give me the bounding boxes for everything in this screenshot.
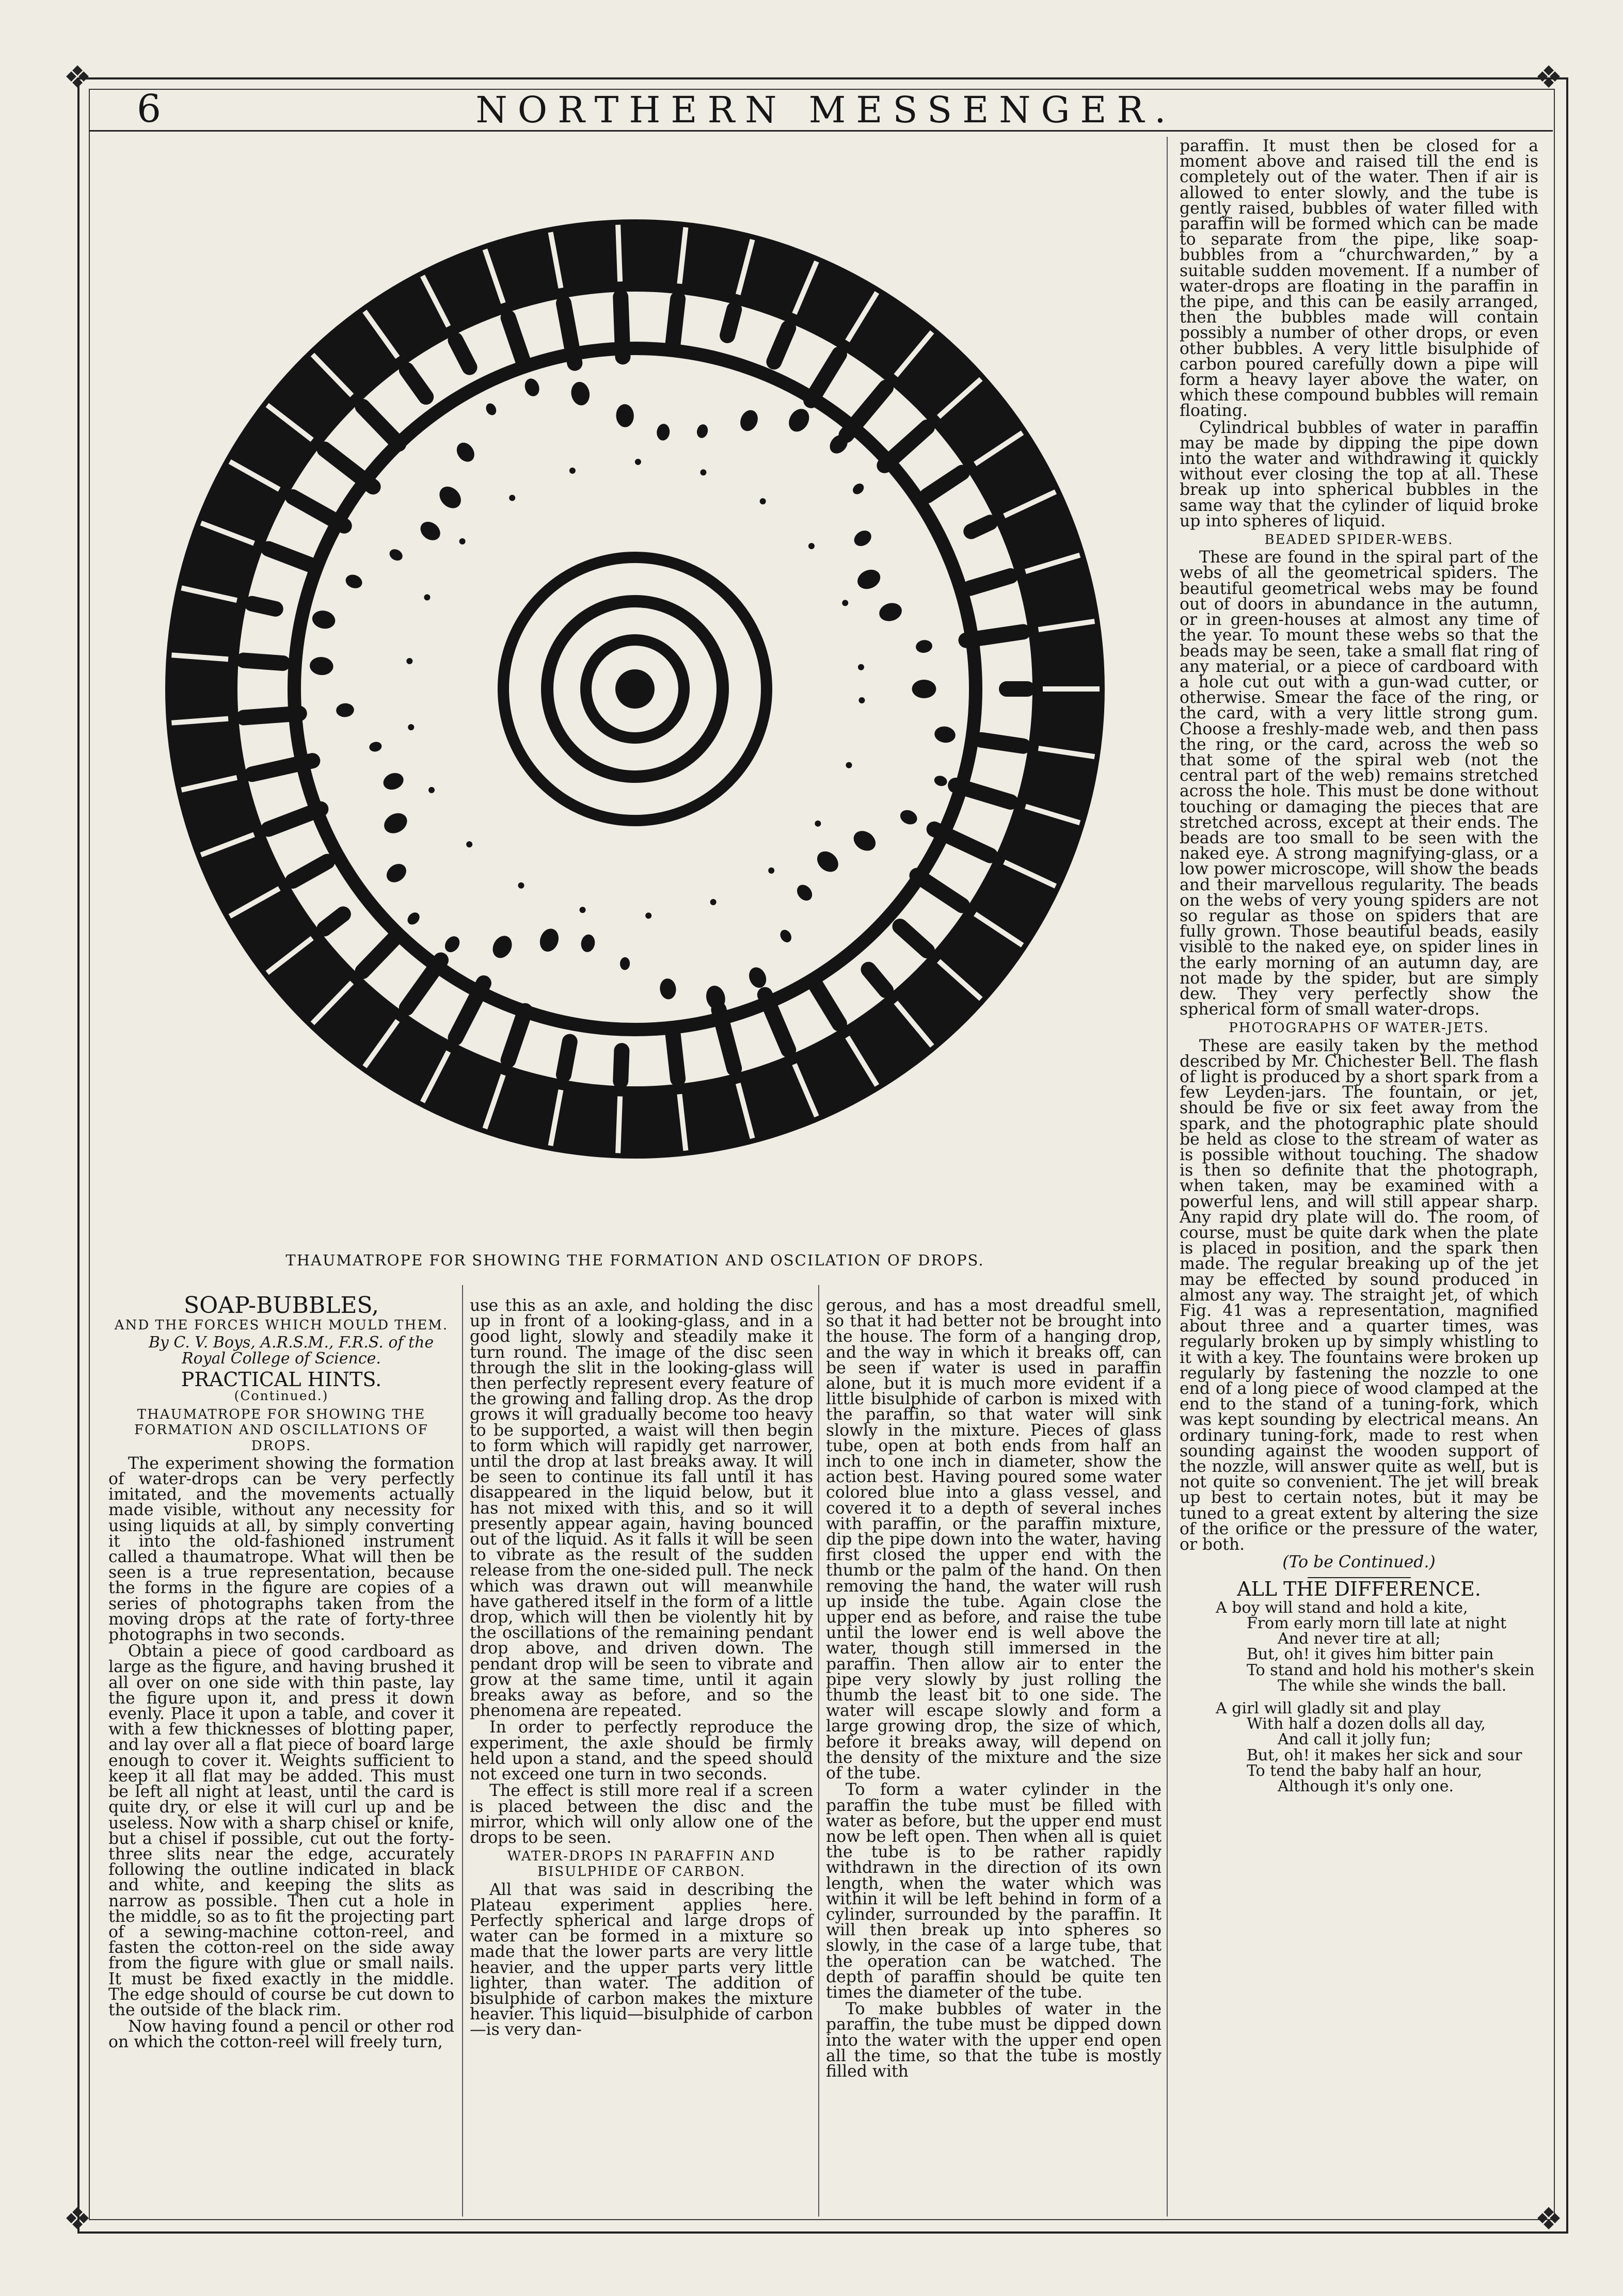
poem-line: The while she winds the ball. — [1278, 1676, 1507, 1695]
paragraph: Cylindrical bubbles of water in paraffin may be made by dipping the pipe down into the water and withdrawing it quickly without ever closing the top at all. These break up into spherical bubbles in the same way that the cylinder of liquid broke up into spheres of liquid. — [1180, 418, 1538, 531]
small-drop — [466, 841, 472, 847]
page-number: 6 — [137, 87, 162, 131]
section-subhead: THAUMATROPE FOR SHOWING THE FORMATION AND OSCILLATIONS OF DROPS. — [134, 1407, 428, 1454]
paragraph: To make bubbles of water in the paraffin, the tube must be dipped down into the water with the upper end open all the time, so that the tube is mostly filled with — [826, 2000, 1161, 2081]
poem-line: Although it's only one. — [1278, 1777, 1454, 1795]
pendant-drop — [564, 1042, 570, 1075]
column-rule — [462, 1285, 463, 2217]
falling-drop — [912, 680, 936, 698]
paragraph: use this as an axle, and holding the disc up in front of a looking-glass, and in a good light, slowly and steadily make it turn round. The image of the disc seen through the slit in the looking-glass will then perfectly represent every feature of the growing and falling drop. As the drop grows it will gradually become too heavy to be supported, a waist will then begin to form which will rapidly get narrower, until the drop at last breaks away. It will be seen to continue its fall until it has disappeared in the liquid below, but it has not mixed with this, and so it will presently appear again, having bounced out of the liquid. As it falls it will be seen to vibrate as the result of the sudden release from the one-sided pull. The neck which was drawn out will meanwhile have gathered itself in the form of a little drop, which will then be violently hit by the oscillations of the remaining pendant drop above, and driven down. The pendant drop will be seen to vibrate and grow at the same time, until it again breaks away as before, and so the phenomena are repeated. — [470, 1296, 813, 1721]
continued-note: (Continued.) — [234, 1388, 329, 1404]
article-column-1 — [108, 1292, 454, 2052]
poem-line: And never tire at all; — [1278, 1630, 1441, 1648]
paragraph: These are found in the spiral part of the webs of all the geometrical spiders. The beautiful geometrical webs may be found out of doors in abundance in the autumn, or in green-houses at almost any time of the year. To mount these webs so that the beads may be seen, take a small flat ring of any material, or a piece of cardboard with a hole cut out with a gun-wad cutter, or otherwise. Smear the face of the ring, or the card, with a very little strong gum. Choose a freshly-made web, and then pass the ring, or the card, across the web so that some of the spiral web (not the central part of the web) remains stretched across the hole. This must be done without touching or damaging the pieces that are stretched across, except at their ends. The beads are too small to be seen with the naked eye. A strong magnifying-glass, or a low power microscope, will show the beads and their marvellous regularity. The beads on the webs of very young spiders are not so regular as those on spiders that are fully grown. Those beautiful beads, easily visible to the naked eye, on spider lines in the early morning of an autumn day, are not made by the spider, but are simply dew. They very perfectly show the spherical form of small water-drops. — [1180, 548, 1538, 1019]
small-drop — [580, 907, 586, 913]
section-title: PRACTICAL HINTS. — [181, 1368, 382, 1391]
pendant-drop — [620, 1051, 622, 1081]
corner-ornament-icon: ❖ — [63, 59, 91, 95]
small-drop — [846, 762, 852, 768]
pendant-drop — [244, 661, 283, 664]
poem-line: A boy will stand and hold a kite, — [1216, 1598, 1468, 1617]
masthead-rule — [89, 130, 1553, 132]
small-drop — [808, 543, 815, 549]
running-title: NORTHERN MESSENGER. — [475, 89, 1176, 131]
paragraph: To form a water cylinder in the paraffin the tube must be filled with water as before, but the upper end must now be left open. Then when all is quiet the tube is to be rather rapidly withdrawn in the direction of its own length, when the water which was within it will be left behind in form of a cylinder, surrounded by the paraffin. It will then break up into spheres so slowly, in the case of a large tube, that the operation can be watched. The depth of paraffin should be quite ten times the diameter of the tube. — [826, 1780, 1161, 2002]
poem-line: To tend the baby half an hour, — [1247, 1761, 1483, 1780]
small-drop — [768, 868, 774, 874]
small-drop — [645, 912, 651, 919]
small-drop — [459, 538, 466, 544]
poem — [1180, 1600, 1538, 1794]
article-column-2 — [470, 1298, 813, 2039]
small-drop — [760, 498, 766, 504]
small-drop — [428, 787, 435, 793]
paragraph: Obtain a piece of good cardboard as large as the figure, and having brushed it all over on one side with thin paste, lay the figure upon it, and press it down evenly. Place it upon a table, and cover it with a few thicknesses of blotting paper, and lay over all a flat piece of board large enough to cover it. Weights sufficient to keep it all flat may be added. This must be left all night at least, until the card is quite dry, or else it will curl up and be useless. Now with a sharp chisel or knife, but a chisel if possible, cut out the forty-three slits near the edge, accurately following the outline indicated in black and white, and keeping the slits as narrow as possible. Then cut a hole in the middle, so as to fit the projecting part of a sewing-machine cotton-reel, and fasten the cotton-reel on the side away from the figure with glue or small nails. It must be fixed exactly in the middle. The edge should of course be cut down to the outside of the black rim. — [108, 1642, 454, 2019]
poem-line: And call it jolly fun; — [1278, 1730, 1431, 1749]
pendant-drop — [252, 604, 276, 609]
corner-ornament-icon: ❖ — [63, 2201, 91, 2237]
small-drop — [710, 899, 717, 905]
pendant-drop — [564, 303, 575, 363]
section-heading: WATER-DROPS IN PARAFFIN AND BISULPHIDE OF CARBON. — [507, 1849, 776, 1880]
article-column-3 — [826, 1298, 1161, 2080]
pendant-drop — [727, 310, 734, 335]
small-drop — [509, 495, 515, 501]
article-title: SOAP-BUBBLES, — [183, 1292, 379, 1319]
paragraph: The effect is still more real if a screen is placed between the disc and the mirror, which will only allow one of the drops to be seen. — [470, 1781, 813, 1847]
pendant-drop — [673, 1030, 678, 1079]
pendant-drop — [971, 522, 990, 531]
paragraph: In order to perfectly reproduce the experiment, the axle should be firmly held upon a stand, and the speed should not exceed one turn in two seconds. — [470, 1718, 813, 1784]
small-drop — [858, 697, 865, 703]
section-heading: BEADED SPIDER-WEBS. — [1264, 532, 1454, 548]
poem-line: To stand and hold his mother's skein — [1247, 1661, 1535, 1679]
small-drop — [700, 469, 706, 475]
slit — [618, 1096, 620, 1153]
article-subtitle: AND THE FORCES WHICH MOULD THEM. — [114, 1318, 449, 1334]
small-drop — [406, 658, 412, 664]
poem-title: ALL THE DIFFERENCE. — [1237, 1578, 1481, 1601]
paragraph: Now having found a pencil or other rod on which the cotton-reel will freely turn, — [108, 2017, 454, 2052]
continued-note: (To be Continued.) — [1282, 1553, 1436, 1572]
paragraph: These are easily taken by the method described by Mr. Chichester Bell. The flash of light is produced by a short spark from a few Leyden-jars. The fountain, or jet, should be five or six feet away from the spark, and the photographic plate should be held as close to the stream of water as is possible without touching. The shadow is then so definite that the photograph, when taken, may be examined with a powerful lens, and will still appear sharp. Any rapid dry plate will do. The room, of course, must be quite dark when the plate is placed in position, and the spark then made. The regular breaking up of the jet may be effected by sound produced in almost any way. The straight jet, of which Fig. 41 was a representation, magnified about three and a quarter times, was regularly broken up by simply whistling to it with a key. The fountains were broken up regularly by fastening the nozzle to one end of a long piece of wood clamped at the end to the stand of a tuning-fork, which was kept sounding by electrical means. An ordinary tuning-fork, made to rest when sounding against the wooden support of the nozzle, will answer quite as well, but is not quite so convenient. The jet will break up best to certain notes, but it may be tuned to a great extent by altering the size of the orifice or the pressure of the water, or both. — [1180, 1036, 1538, 1554]
pendant-drop — [966, 632, 1023, 640]
slit — [618, 225, 620, 282]
column-rule — [1167, 137, 1168, 2217]
poem-line: But, oh! it gives him bitter pain — [1247, 1645, 1494, 1664]
poem-line: A girl will gladly sit and play — [1216, 1699, 1441, 1717]
poem-line: From early morn till late at night — [1247, 1614, 1507, 1632]
corner-ornament-icon: ❖ — [1535, 2201, 1563, 2237]
small-drop — [424, 594, 430, 600]
poem-line: But, oh! it makes her sick and sour — [1247, 1746, 1522, 1764]
pendant-drop — [673, 299, 678, 346]
figure-caption: THAUMATROPE FOR SHOWING THE FORMATION AND OSCILATION OF DROPS. — [285, 1251, 984, 1269]
byline: By C. V. Boys, A.R.S.M., F.R.S. of the Royal College of Science. — [148, 1334, 434, 1368]
small-drop — [842, 600, 848, 606]
corner-ornament-icon: ❖ — [1535, 59, 1563, 95]
poem-line: With half a dozen dolls all day, — [1247, 1715, 1486, 1733]
paragraph: All that was said in describing the Plateau experiment applies here. Perfectly spherical and large drops of water can be formed in a mixture so made that the lower parts are very little heavier, and the upper parts very little lighter, than water. The addition of bisulphide of carbon makes the mixture heavier. This liquid—bisulphide of carbon—is very dan- — [470, 1880, 813, 2040]
small-drop — [815, 821, 821, 827]
small-drop — [569, 468, 576, 474]
paragraph: paraffin. It must then be closed for a moment above and raised till the end is completely out of the water. Then if air is allowed to enter slowly, and the tube is gently raised, bubbles of water filled with paraffin will be formed which can be made to separate from the pipe, like soap-bubbles from a “churchwarden,” by a suitable sudden movement. If a number of water-drops are floating in the paraffin in the pipe, and this can be easily arranged, then the bubbles made will contain possibly a number of other drops, or even other bubbles. A very little bisulphide of carbon poured carefully down a pipe will form a heavy layer above the water, on which these compound bubbles will remain floating. — [1180, 137, 1538, 421]
paragraph: The experiment showing the formation of water-drops can be very perfectly imitated, and the movements actually made visible, without any necessity for using liquids at all, by simply converting it into the old-fashioned instrument called a thaumatrope. What will then be seen is a true representation, because the forms in the figure are copies of a series of photographs taken from the moving drops at the rate of forty-three photographs in two seconds. — [108, 1454, 454, 1645]
right-column — [1180, 138, 1538, 1794]
small-drop — [858, 664, 864, 670]
small-drop — [408, 724, 414, 730]
pendant-drop — [981, 740, 1023, 746]
small-drop — [635, 459, 641, 465]
small-drop — [518, 882, 524, 889]
paragraph: gerous, and has a most dreadful smell, so that it had better not be brought into the house. The form of a hanging drop, and the way in which it breaks off, can be seen if water is used in paraffin alone, but it is much more evident if a little bisulphide of carbon is mixed with the paraffin, so that water will sink slowly in the mixture. Pieces of glass tube, open at both ends from half an inch to one inch in diameter, show the action best. Having poured some water colored blue into a glass vessel, and covered it to a depth of several inches with paraffin, or the paraffin mixture, dip the pipe down into the water, having first closed the upper end with the thumb or the palm of the hand. On then removing the hand, the water will rush up inside the tube. Again close the upper end as before, and raise the tube until the lower end is well above the water, though still immersed in the paraffin. Then allow air to enter the pipe very slowly by just rolling the thumb the least bit to one side. The water will escape slowly and form a large growing drop, the size of which, before it breaks away, will depend on the density of the mixture and the size of the tube. — [826, 1296, 1161, 1783]
thaumatrope-figure — [119, 137, 1151, 1241]
column-rule — [818, 1285, 819, 2217]
section-heading: PHOTOGRAPHS OF WATER-JETS. — [1229, 1020, 1489, 1036]
pendant-drop — [244, 714, 299, 718]
pendant-drop — [620, 297, 623, 357]
